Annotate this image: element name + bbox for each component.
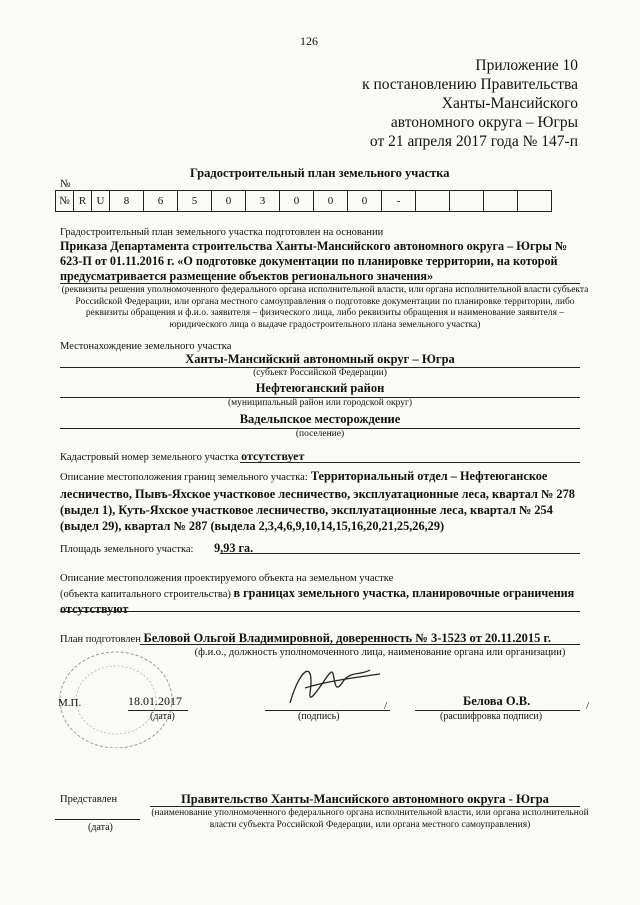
plan-number-cell: 0 <box>212 191 246 212</box>
presented-caption: (наименование уполномоченного федерального органа исполнительной власти, или органа исполнительной власти субъекта Российской Федерации, или органа местного самоуправления) <box>151 808 589 830</box>
presented-label: Представлен <box>60 794 118 805</box>
district-value: Нефтеюганский район <box>60 381 580 398</box>
appendix-line-3: Ханты-Мансийского <box>441 95 578 112</box>
plan-number-cell: № <box>56 191 74 212</box>
settlement-caption: (поселение) <box>295 429 345 439</box>
signer-caption: (расшифровка подписи) <box>440 711 543 722</box>
prepared-basis-label: Градостроительный план земельного участка подготовлен на основании <box>60 227 384 238</box>
requisites-caption: (реквизиты решения уполномоченного федерального органа исполнительной власти, или органа исполнительной власти субъекта Российской Федерации, или органа местного самоуправления о подготовке документации по планировке территории, либо реквизиты обращения и ф.и.о. заявителя – физического лица, либо реквизиты обращения и наименование заявителя – юридического лица о выдаче градостроительного плана земельного участка) <box>61 285 589 330</box>
prepared-by-value: Беловой Ольгой Владимировной, доверенность № 3-1523 от 20.11.2015 г. <box>143 631 551 645</box>
divider <box>55 819 140 820</box>
divider <box>140 644 580 645</box>
plan-number-cell: R <box>74 191 92 212</box>
page-number: 126 <box>300 34 318 48</box>
area-label: Площадь земельного участка: <box>60 544 194 555</box>
presented-value: Правительство Ханты-Мансийского автономного округа - Югра <box>181 792 549 806</box>
prepared-by-caption: (ф.и.о., должность уполномоченного лица, наименование органа или организации) <box>194 647 566 658</box>
project-label-2: (объекта капитального строительства) <box>60 589 231 600</box>
appendix-line-2: к постановлению Правительства <box>362 76 578 93</box>
settlement-value: Вадельпское месторождение <box>60 412 580 429</box>
area-value: 9,93 га. <box>214 541 254 555</box>
plan-number-cell: 0 <box>348 191 382 212</box>
document-title: Градостроительный план земельного участка <box>190 166 450 180</box>
plan-number-cell: U <box>92 191 110 212</box>
slash-separator: / <box>384 700 388 712</box>
boundaries-value: Территориальный отдел – Нефтеюганское лесничество, Пывъ-Яхское участковое лесничество, эксплуатационные леса, квартал № 278 (выдел 1), Куть-Яхское участковое лесничество, эксплуатационные леса, квартал № 254 (выдел 29), квартал № 287 (выдела 2,3,4,6,9,10,14,15,16,20,21,25,26,29) <box>60 469 575 533</box>
boundaries-label: Описание местоположения границ земельного участка: <box>60 472 308 483</box>
subject-value: Ханты-Мансийский автономный округ – Югра <box>60 352 580 368</box>
project-label-1: Описание местоположения проектируемого объекта на земельном участке <box>60 573 394 584</box>
plan-number-cell <box>416 191 450 212</box>
appendix-header <box>278 56 578 151</box>
appendix-line-5: от 21 апреля 2017 года № 147-п <box>369 133 578 150</box>
divider <box>60 283 580 284</box>
plan-number-cell <box>518 191 552 212</box>
plan-number-cell: 0 <box>314 191 348 212</box>
cadastral-label: Кадастровый номер земельного участка <box>60 452 239 463</box>
subject-caption: (субъект Российской Федерации) <box>253 368 387 378</box>
plan-number-cell: 0 <box>280 191 314 212</box>
plan-number-cell: 6 <box>144 191 178 212</box>
number-label: № <box>60 178 71 190</box>
signature-caption: (подпись) <box>298 711 340 722</box>
divider <box>150 806 580 807</box>
sign-date: 18.01.2017 <box>128 694 182 708</box>
divider <box>240 462 580 463</box>
date-caption: (дата) <box>150 711 175 722</box>
project-line <box>60 586 580 618</box>
plan-number-cell: 5 <box>178 191 212 212</box>
district-caption: (муниципальный район или городской округ) <box>227 398 413 408</box>
plan-number-table <box>55 190 552 212</box>
appendix-line-1: Приложение 10 <box>475 57 578 74</box>
cadastral-value: отсутствует <box>241 449 305 463</box>
project-value: в границах земельного участка, планировочные ограничения отсутствуют <box>60 586 575 616</box>
plan-number-cell <box>484 191 518 212</box>
divider <box>60 611 580 612</box>
signer-name: Белова О.В. <box>463 694 531 708</box>
bottom-date-caption: (дата) <box>88 822 113 833</box>
divider <box>220 553 580 554</box>
handwritten-signature <box>270 648 390 718</box>
prepared-by-label: План подготовлен <box>60 634 141 645</box>
order-text: Приказа Департамента строительства Ханты-Мансийского автономного округа – Югры № 623-П от 01.11.2016 г. «О подготовке документации по планировке территории, на которой предусматривается размещение объектов регионального значения» <box>60 239 568 283</box>
plan-number-cell: - <box>382 191 416 212</box>
seal-mark: М.П. <box>58 697 82 709</box>
plan-number-cell <box>450 191 484 212</box>
boundaries-block <box>60 468 580 534</box>
plan-number-cell: 3 <box>246 191 280 212</box>
appendix-line-4: автономного округа – Югры <box>390 114 578 131</box>
plan-number-row <box>56 191 552 212</box>
location-label: Местонахождение земельного участка <box>60 341 232 352</box>
slash-separator: / <box>586 700 590 712</box>
plan-number-cell: 8 <box>110 191 144 212</box>
